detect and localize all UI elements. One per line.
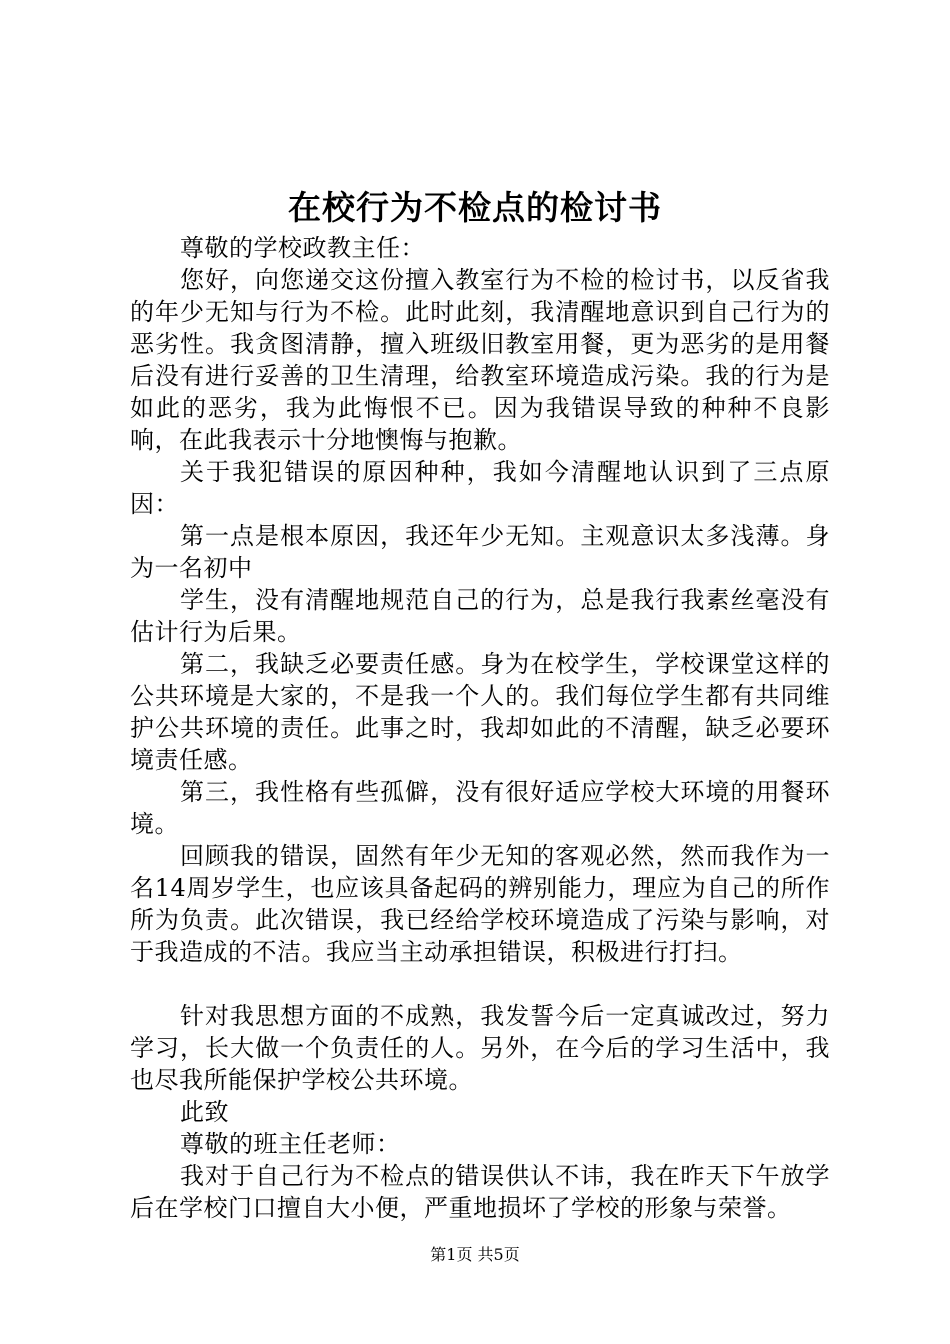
paragraph: 第三，我性格有些孤僻，没有很好适应学校大环境的用餐环境。 [130,778,830,838]
paragraph: 第一点是根本原因，我还年少无知。主观意识太多浅薄。身为一名初中 [130,522,830,582]
paragraph: 学生，没有清醒地规范自己的行为，总是我行我素丝毫没有估计行为后果。 [130,586,830,646]
document-title: 在校行为不检点的检讨书 [288,188,662,227]
salutation: 尊敬的班主任老师： [180,1130,401,1158]
paragraph: 回顾我的错误，固然有年少无知的客观必然，然而我作为一名14周岁学生，也应该具备起码的辨别能力，理应为自己的所作所为负责。此次错误，我已经给学校环境造成了污染与影响，对于我造成的不洁。我应当主动承担错误，积极进行打扫。 [130,842,830,966]
paragraph: 关于我犯错误的原因种种，我如今清醒地认识到了三点原因： [130,458,830,518]
paragraph: 您好，向您递交这份擅入教室行为不检的检讨书，以反省我的年少无知与行为不检。此时此刻，我清醒地意识到自己行为的恶劣性。我贪图清静，擅入班级旧教室用餐，更为恶劣的是用餐后没有进行妥善的卫生清理，给教室环境造成污染。我的行为是如此的恶劣，我为此悔恨不已。因为我错误导致的种种不良影响，在此我表示十分地懊悔与抱歉。 [130,266,830,454]
paragraph: 针对我思想方面的不成熟，我发誓今后一定真诚改过，努力学习，长大做一个负责任的人。另外，在今后的学习生活中，我也尽我所能保护学校公共环境。 [130,1002,830,1094]
paragraph: 我对于自己行为不检点的错误供认不讳，我在昨天下午放学后在学校门口擅自大小便，严重地损坏了学校的形象与荣誉。 [130,1162,830,1222]
paragraph: 第二，我缺乏必要责任感。身为在校学生，学校课堂这样的公共环境是大家的，不是我一个人的。我们每位学生都有共同维护公共环境的责任。此事之时，我却如此的不清醒，缺乏必要环境责任感。 [130,650,830,774]
document-body [130,232,830,1224]
closing-line: 此致 [180,1098,229,1126]
salutation: 尊敬的学校政教主任： [180,234,425,262]
paragraph-gap [130,968,830,1000]
page-footer: 第1页 共5页 [430,1245,520,1264]
